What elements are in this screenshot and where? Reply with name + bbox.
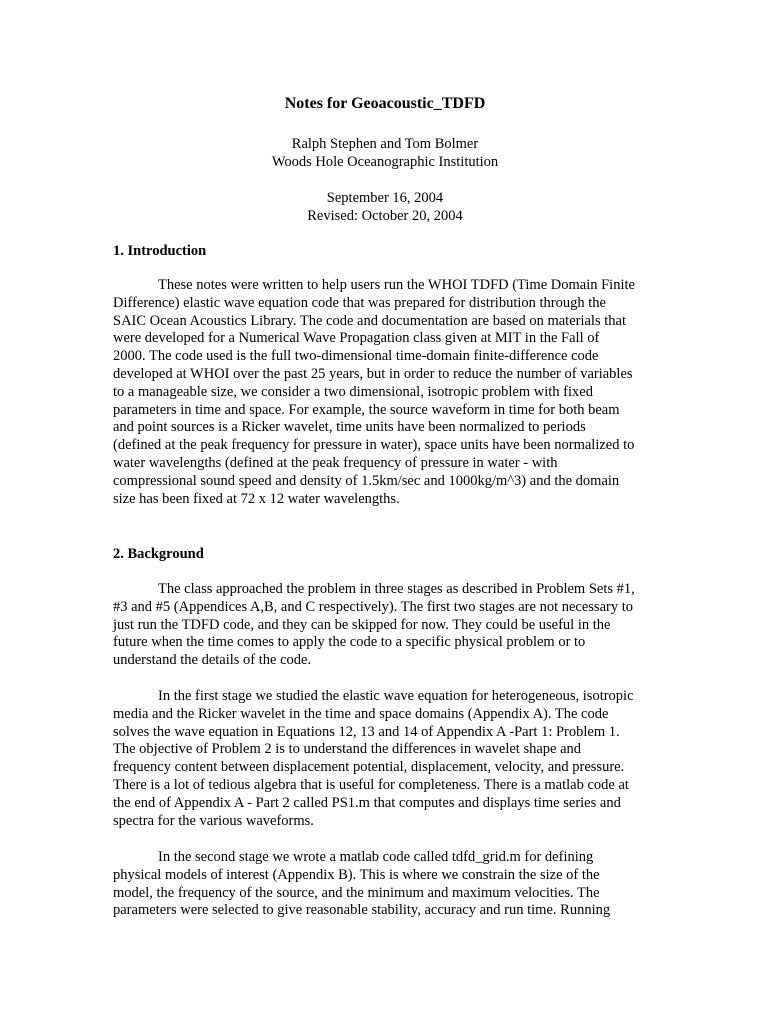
- text-line: the end of Appendix A - Part 2 called PS1.m that computes and displays time series and: [113, 794, 621, 811]
- text-line: The class approached the problem in three stages as described in Problem Sets #1,: [158, 581, 635, 597]
- authors: Ralph Stephen and Tom Bolmer: [291, 136, 479, 152]
- text-line: frequency content between displacement potential, displacement, velocity, and pressure.: [113, 759, 625, 776]
- date: September 16, 2004: [326, 190, 444, 206]
- text-line: Difference) elastic wave equation code that was prepared for distribution through the: [113, 294, 606, 311]
- text-line: water wavelengths (defined at the peak frequency of pressure in water - with: [113, 454, 558, 471]
- text-line: spectra for the various waveforms.: [113, 812, 314, 829]
- text-line: size has been fixed at 72 x 12 water wavelengths.: [113, 490, 400, 507]
- text-line: media and the Ricker wavelet in the time and space domains (Appendix A). The code: [113, 705, 609, 722]
- text-line: developed at WHOI over the past 25 years, but in order to reduce the number of variables: [113, 365, 633, 382]
- text-line: model, the frequency of the source, and the minimum and maximum velocities. The: [113, 884, 600, 901]
- text-line: physical models of interest (Appendix B). This is where we constrain the size of the: [113, 866, 600, 883]
- text-line: were developed for a Numerical Wave Propagation class given at MIT in the Fall of: [113, 330, 600, 347]
- text-line: future when the time comes to apply the code to a specific physical problem or to: [113, 634, 586, 651]
- text-line: In the second stage we wrote a matlab code called tdfd_grid.m for defining: [158, 849, 594, 865]
- text-line: 2000. The code used is the full two-dimensional time-domain finite-difference code: [113, 348, 599, 365]
- text-line: understand the details of the code.: [113, 652, 312, 669]
- text-line: compressional sound speed and density of 1.5km/sec and 1000kg/m^3) and the domain: [113, 472, 620, 489]
- text-line: These notes were written to help users run the WHOI TDFD (Time Domain Finite: [158, 277, 635, 293]
- paragraph-background-1: [113, 581, 665, 670]
- text-line: to a manageable size, we consider a two dimensional, isotropic problem with fixed: [113, 383, 593, 400]
- paragraph-introduction: [113, 277, 665, 508]
- text-line: #3 and #5 (Appendices A,B, and C respectively). The first two stages are not necessary to: [113, 598, 633, 615]
- text-line: In the first stage we studied the elastic wave equation for heterogeneous, isotropic: [158, 688, 634, 704]
- text-line: (defined at the peak frequency for pressure in water), space units have been normalized to: [113, 437, 635, 454]
- text-line: There is a lot of tedious algebra that is useful for completeness. There is a matlab code at: [113, 776, 629, 793]
- paragraph-background-2: [113, 688, 665, 830]
- text-line: parameters were selected to give reasonable stability, accuracy and run time. Running: [113, 902, 611, 919]
- section-heading-introduction: 1. Introduction: [113, 243, 207, 259]
- text-line: solves the wave equation in Equations 12, 13 and 14 of Appendix A -Part 1: Problem 1.: [113, 723, 620, 740]
- text-line: The objective of Problem 2 is to understand the differences in wavelet shape and: [113, 741, 582, 758]
- text-line: parameters in time and space. For example, the source waveform in time for both beam: [113, 401, 620, 418]
- revised-date: Revised: October 20, 2004: [307, 208, 463, 224]
- section-heading-background: 2. Background: [113, 546, 204, 562]
- text-line: SAIC Ocean Acoustics Library. The code and documentation are based on materials that: [113, 312, 626, 329]
- text-line: and point sources is a Ricker wavelet, time units have been normalized to periods: [113, 419, 586, 436]
- text-line: just run the TDFD code, and they can be skipped for now. They could be useful in the: [113, 616, 611, 633]
- institution: Woods Hole Oceanographic Institution: [271, 154, 499, 170]
- document-title: Notes for Geoacoustic_TDFD: [284, 95, 486, 112]
- paragraph-background-3: [113, 849, 665, 920]
